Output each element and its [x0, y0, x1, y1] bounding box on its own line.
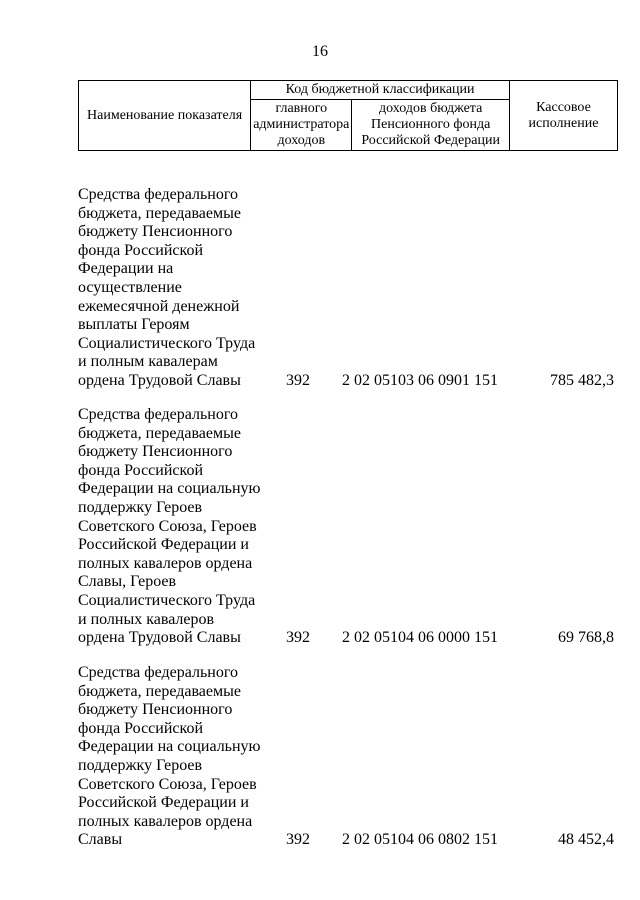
header-cash-column: Кассовое исполнение — [509, 81, 617, 151]
table-header — [78, 80, 618, 151]
row-classification-code: 2 02 05103 06 0901 151 — [342, 371, 498, 389]
header-admin-column: главного администратора доходов — [251, 100, 352, 151]
row-name: Средства федерального бюджета, передаваемые бюджету Пенсионного фонда Российской Федерации на социальную поддержку Героев Советского Союза, Героев Российской Федерации и полных кавалеров ордена Славы — [78, 664, 261, 849]
header-name-column: Наименование показателя — [79, 81, 251, 151]
table-row — [78, 406, 618, 648]
table-row — [78, 186, 618, 391]
row-amount: 48 452,4 — [558, 831, 614, 849]
row-admin-code: 392 — [286, 831, 310, 849]
row-classification-code: 2 02 05104 06 0802 151 — [342, 831, 498, 849]
row-admin-code: 392 — [286, 371, 310, 389]
row-classification-code: 2 02 05104 06 0000 151 — [342, 629, 498, 647]
row-amount: 785 482,3 — [550, 371, 614, 389]
row-admin-code: 392 — [286, 629, 310, 647]
row-name: Средства федерального бюджета, передаваемые бюджету Пенсионного фонда Российской Федерации на социальную поддержку Героев Советского Союза, Героев Российской Федерации и полных кавалеров ордена Славы, Героев Социалистического Труда и полных кавалеров ордена Трудовой Славы — [78, 406, 261, 647]
table-row — [78, 664, 618, 850]
row-name: Средства федерального бюджета, передаваемые бюджету Пенсионного фонда Российской Федерации на осуществление ежемесячной денежной выплаты Героям Социалистического Труда и полным кавалерам ордена Трудовой Славы — [78, 186, 256, 389]
header-income-column: доходов бюджета Пенсионного фонда Российской Федерации — [352, 100, 510, 151]
row-amount: 69 768,8 — [558, 629, 614, 647]
page-number: 16 — [312, 43, 328, 60]
header-code-group: Код бюджетной классификации — [251, 81, 510, 100]
